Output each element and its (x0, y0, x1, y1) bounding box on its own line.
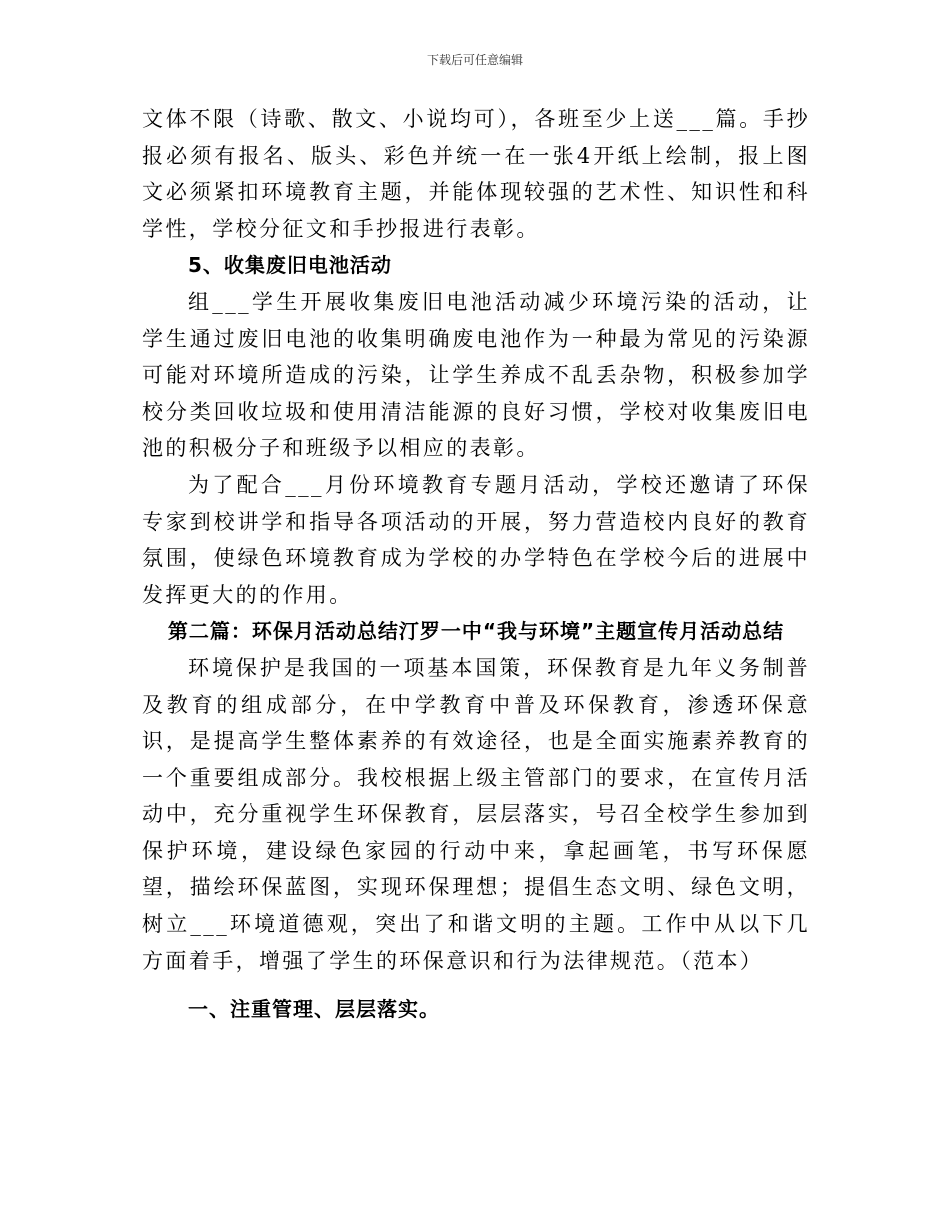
paragraph-battery-activity: 组___学生开展收集废旧电池活动减少环境污染的活动，让学生通过废旧电池的收集明确废电池作为一种最为常见的污染源可能对环境所造成的污染，让学生养成不乱丢杂物，积极参加学校分类回收垃圾和使用清洁能源的良好习惯，学校对收集废旧电池的积极分子和班级予以相应的表彰。 (142, 289, 810, 461)
section-heading-management: 一、注重管理、层层落实。 (188, 997, 440, 1022)
article-title: 第二篇：环保月活动总结汀罗一中“我与环境”主题宣传月活动总结 (167, 619, 785, 644)
paragraph-environment-month: 为了配合___月份环境教育专题月活动，学校还邀请了环保专家到校讲学和指导各项活动的开展，努力营造校内良好的教育氛围，使绿色环境教育成为学校的办学特色在学校今后的进展中发挥更大的的作用。 (142, 472, 810, 607)
paragraph-intro: 环境保护是我国的一项基本国策，环保教育是九年义务制普及教育的组成部分，在中学教育中普及环保教育，渗透环保意识，是提高学生整体素养的有效途径，也是全面实施素养教育的一个重要组成部分。我校根据上级主管部门的要求，在宣传月活动中，充分重视学生环保教育，层层落实，号召全校学生参加到保护环境，建设绿色家园的行动中来，拿起画笔，书写环保愿望，描绘环保蓝图，实现环保理想；提倡生态文明、绿色文明，树立___环境道德观，突出了和谐文明的主题。工作中从以下几方面着手，增强了学生的环保意识和行为法律规范。（范本） (142, 655, 810, 973)
paragraph-essay-rules: 文体不限（诗歌、散文、小说均可），各班至少上送___篇。手抄报必须有报名、版头、彩色并统一在一张4开纸上绘制，报上图文必须紧扣环境教育主题，并能体现较强的艺术性、知识性和科学性，学校分征文和手抄报进行表彰。 (142, 107, 810, 241)
page-header: 下载后可任意编辑 (426, 53, 523, 67)
document-body (142, 101, 810, 1028)
section-heading-battery: 5、收集废旧电池活动 (188, 253, 392, 278)
